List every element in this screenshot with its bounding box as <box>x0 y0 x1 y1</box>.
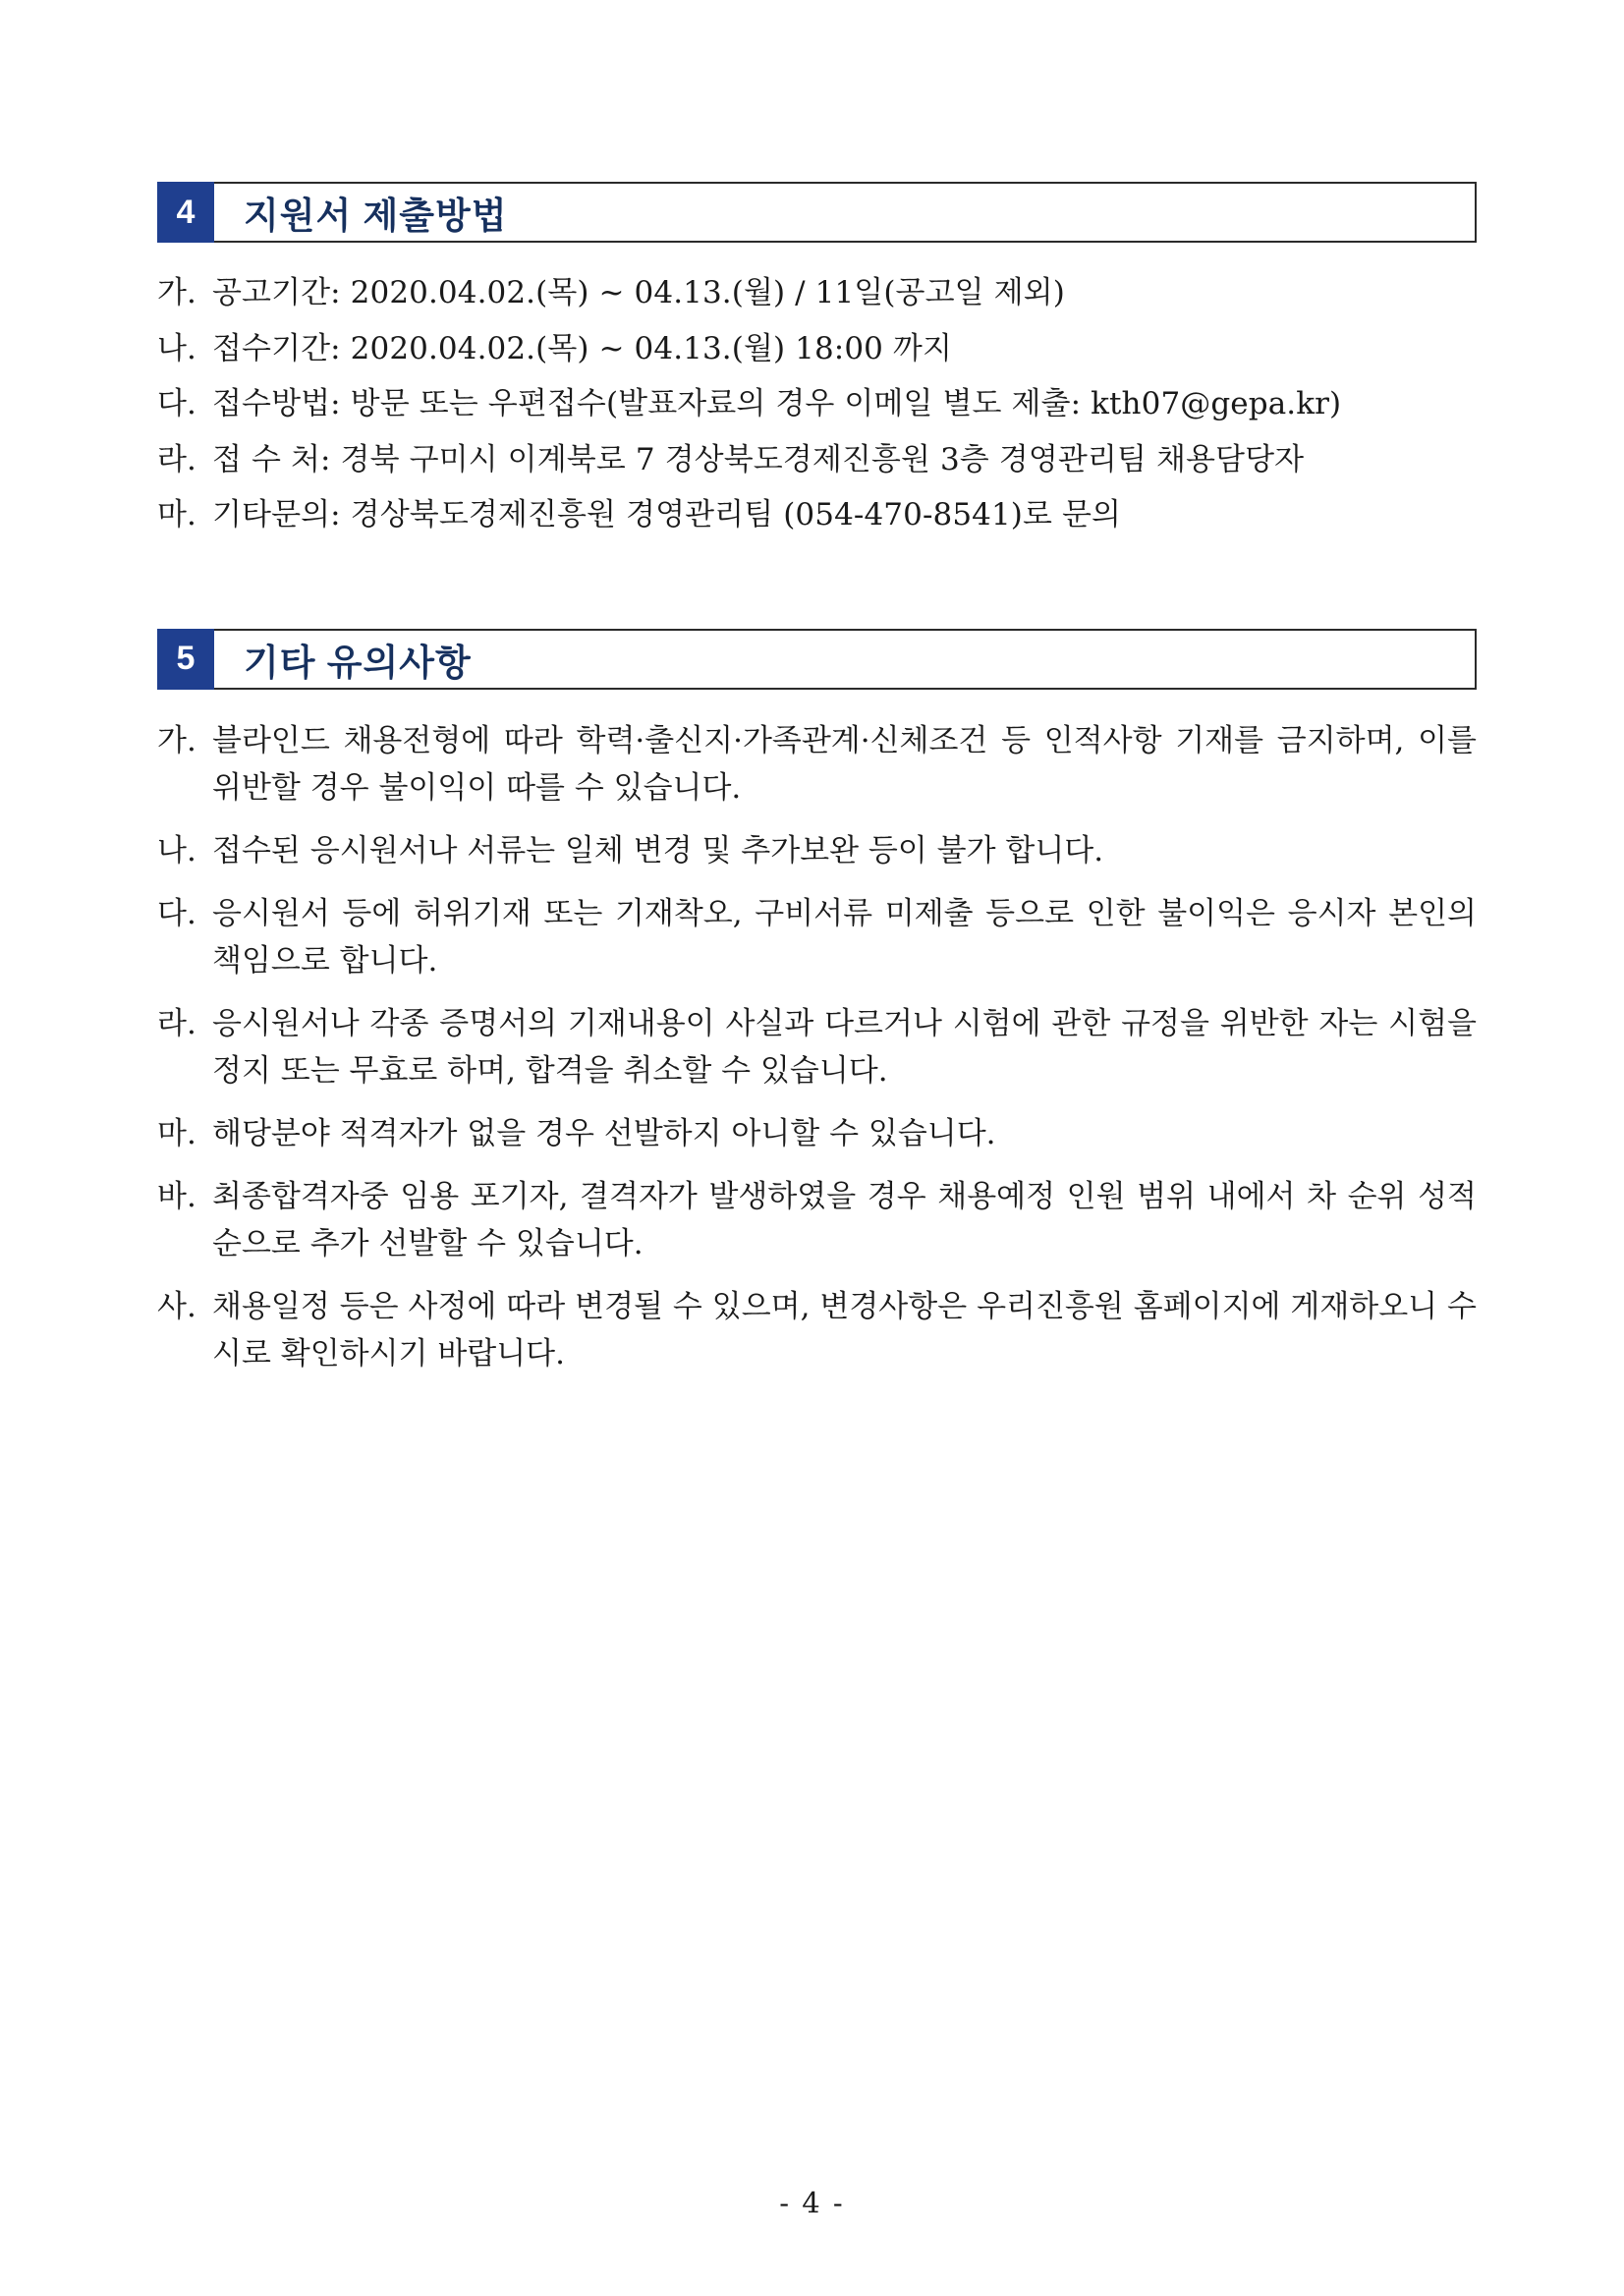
section-other-notes <box>157 629 1486 1378</box>
list-item-text: 접수기간: 2020.04.02.(목) ~ 04.13.(월) 18:00 까지 <box>212 330 953 366</box>
section-number-badge: 5 <box>157 629 214 690</box>
list-item <box>157 381 1477 427</box>
page-number: - 4 - <box>779 2186 845 2219</box>
section-title: 기타 유의사항 <box>244 642 472 683</box>
list-item-text: 접 수 처: 경북 구미시 이계북로 7 경상북도경제진흥원 3층 경영관리팀 채용담당자 <box>212 441 1305 477</box>
list-item-marker: 마. <box>157 497 196 532</box>
list-item-marker: 다. <box>157 895 196 931</box>
list-item-text: 최종합격자중 임용 포기자, 결격자가 발생하였을 경우 채용예정 인원 범위 내에서 차 순위 성적순으로 추가 선발할 수 있습니다. <box>212 1178 1477 1261</box>
section-item-list <box>157 270 1477 538</box>
list-item <box>157 1283 1477 1377</box>
section-title: 지원서 제출방법 <box>244 196 508 236</box>
section-number-badge: 4 <box>157 182 214 243</box>
list-item-text: 채용일정 등은 사정에 따라 변경될 수 있으며, 변경사항은 우리진흥원 홈페이지에 게재하오니 수시로 확인하시기 바랍니다. <box>212 1288 1477 1372</box>
list-item <box>157 437 1477 483</box>
list-item-text: 해당분야 적격자가 없을 경우 선발하지 아니할 수 있습니다. <box>212 1115 996 1151</box>
list-item-marker: 나. <box>157 832 196 868</box>
list-item <box>157 1110 1477 1157</box>
section-submission-method <box>157 182 1477 538</box>
section-item-list <box>157 717 1486 1378</box>
list-item-text: 블라인드 채용전형에 따라 학력·출신지·가족관계·신체조건 등 인적사항 기재를 금지하며, 이를 위반할 경우 불이익이 따를 수 있습니다. <box>212 722 1486 806</box>
list-item-marker: 라. <box>157 441 196 477</box>
list-item-marker: 라. <box>157 1005 196 1041</box>
section-title-box <box>214 629 1477 690</box>
list-item <box>157 1173 1477 1267</box>
list-item-marker: 나. <box>157 330 196 366</box>
list-item-text: 응시원서나 각종 증명서의 기재내용이 사실과 다르거나 시험에 관한 규정을 위반한 자는 시험을 정지 또는 무효로 하며, 합격을 취소할 수 있습니다. <box>212 1005 1486 1089</box>
list-item <box>157 827 1477 874</box>
section-title-box <box>214 182 1477 243</box>
list-item-marker: 마. <box>157 1115 196 1151</box>
list-item-marker: 사. <box>157 1288 196 1324</box>
list-item-text: 공고기간: 2020.04.02.(목) ~ 04.13.(월) / 11일(공고일 제외) <box>212 275 1065 310</box>
list-item-text: 접수방법: 방문 또는 우편접수(발표자료의 경우 이메일 별도 제출: kth07@gepa.kr) <box>212 386 1342 421</box>
list-item <box>157 1000 1486 1094</box>
list-item-text: 응시원서 등에 허위기재 또는 기재착오, 구비서류 미제출 등으로 인한 불이익은 응시자 본인의 책임으로 합니다. <box>212 895 1486 979</box>
list-item <box>157 270 1477 316</box>
list-item <box>157 717 1486 812</box>
list-item <box>157 492 1477 538</box>
list-item <box>157 326 1477 372</box>
list-item <box>157 890 1486 984</box>
list-item-marker: 가. <box>157 275 196 310</box>
list-item-text: 접수된 응시원서나 서류는 일체 변경 및 추가보완 등이 불가 합니다. <box>212 832 1104 868</box>
list-item-marker: 가. <box>157 722 196 758</box>
list-item-marker: 바. <box>157 1178 196 1214</box>
list-item-text: 기타문의: 경상북도경제진흥원 경영관리팀 (054-470-8541)로 문의 <box>212 497 1122 532</box>
section-header <box>157 629 1477 690</box>
section-header <box>157 182 1477 243</box>
list-item-marker: 다. <box>157 386 196 421</box>
